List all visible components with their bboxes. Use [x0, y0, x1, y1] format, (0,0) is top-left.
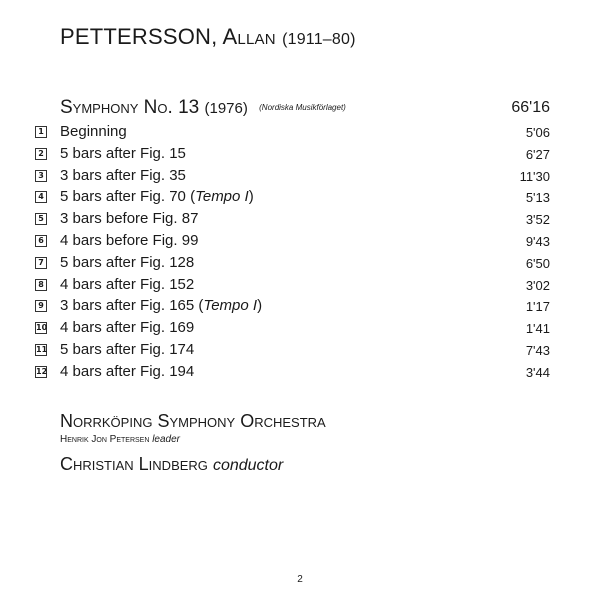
track-title-text: 3 bars after Fig. 35: [60, 166, 186, 184]
track-number-box: 4: [35, 191, 47, 203]
track-duration: 3'52: [525, 212, 550, 228]
track-number-box: 6: [35, 235, 47, 247]
track-number-box: 2: [35, 148, 47, 160]
track-title-text: 5 bars after Fig. 174: [60, 340, 195, 358]
track-duration: 1'17: [525, 299, 550, 315]
track-title-text: 4 bars after Fig. 194: [60, 362, 195, 380]
track-title-close-paren: ): [248, 188, 254, 206]
track-title: [60, 122, 127, 142]
track-title: [60, 253, 194, 273]
track-title: [60, 187, 254, 207]
track-number-box: 12: [36, 366, 48, 376]
track-duration: 1'41: [525, 321, 550, 337]
work-duration: 66'16: [511, 99, 550, 116]
track-duration: 9'43: [525, 233, 550, 249]
track-number-box: 9: [35, 300, 47, 312]
track-title-text: 5 bars after Fig. 15: [60, 144, 186, 162]
track-number-box: 5: [35, 213, 47, 225]
track-title: [60, 362, 194, 382]
work-publisher: (Nordiska Musikförlaget): [259, 103, 346, 112]
track-duration: 3'02: [525, 277, 550, 293]
track-title: [60, 209, 198, 229]
conductor-credit: [60, 454, 283, 475]
work-title-group: [60, 97, 346, 119]
track-number-box: 10: [36, 323, 48, 333]
orchestra-name: Norrköping Symphony Orchestra: [60, 411, 326, 431]
composer-heading: [60, 24, 356, 50]
track-list: [35, 122, 550, 384]
track-duration: 6'50: [525, 255, 550, 271]
track-title-text: 3 bars after Fig. 165 (: [60, 297, 204, 315]
page-number: 2: [297, 574, 303, 585]
track-number-box: 3: [35, 170, 47, 182]
leader-credit: [60, 434, 180, 445]
track-title: [60, 318, 194, 338]
track-row: [35, 340, 550, 362]
leader-name: Henrik Jon Petersen: [60, 434, 150, 445]
track-title: [60, 166, 186, 186]
track-number-box: 11: [36, 344, 48, 354]
track-row: [35, 187, 550, 209]
track-row: [35, 144, 550, 166]
track-row: [35, 231, 550, 253]
track-title-text: 4 bars before Fig. 99: [60, 231, 199, 249]
track-number-box: 1: [35, 126, 47, 138]
track-title: [60, 231, 198, 251]
track-title-close-paren: ): [257, 297, 263, 315]
track-duration: 3'44: [525, 364, 550, 380]
track-row: [35, 122, 550, 144]
track-duration: 5'13: [525, 190, 550, 206]
track-title-text: 3 bars before Fig. 87: [60, 210, 199, 228]
track-row: [35, 253, 550, 275]
track-title-text: 4 bars after Fig. 152: [60, 275, 195, 293]
leader-role: leader: [152, 434, 180, 445]
track-title-text: Beginning: [60, 123, 127, 140]
track-title-text: 5 bars after Fig. 70 (: [60, 188, 196, 206]
work-heading: [60, 97, 550, 121]
conductor-role: conductor: [212, 457, 284, 474]
track-row: [35, 209, 550, 231]
track-tempo-marking: Tempo I: [203, 297, 258, 315]
work-year: (1976): [204, 100, 248, 117]
track-row: [35, 318, 550, 340]
track-duration: 11'30: [519, 168, 550, 184]
track-title: [60, 144, 186, 164]
composer-name: PETTERSSON, Allan: [60, 24, 276, 49]
track-title-text: 5 bars after Fig. 128: [60, 253, 195, 271]
track-duration: 7'43: [525, 342, 550, 358]
composer-dates: (1911–80): [282, 31, 356, 48]
work-title: Symphony No. 13: [60, 97, 200, 118]
track-row: [35, 362, 550, 384]
track-tempo-marking: Tempo I: [195, 188, 249, 206]
track-row: [35, 275, 550, 297]
track-number-box: 8: [35, 279, 47, 291]
track-duration: 5'06: [525, 125, 550, 140]
track-duration: 6'27: [525, 146, 550, 162]
track-title-text: 4 bars after Fig. 169: [60, 319, 195, 337]
track-number-box: 7: [35, 257, 47, 269]
track-title: [60, 296, 262, 316]
track-row: [35, 166, 550, 188]
conductor-name: Christian Lindberg: [60, 454, 208, 474]
track-title: [60, 275, 194, 295]
track-row: [35, 296, 550, 318]
track-title: [60, 340, 194, 360]
